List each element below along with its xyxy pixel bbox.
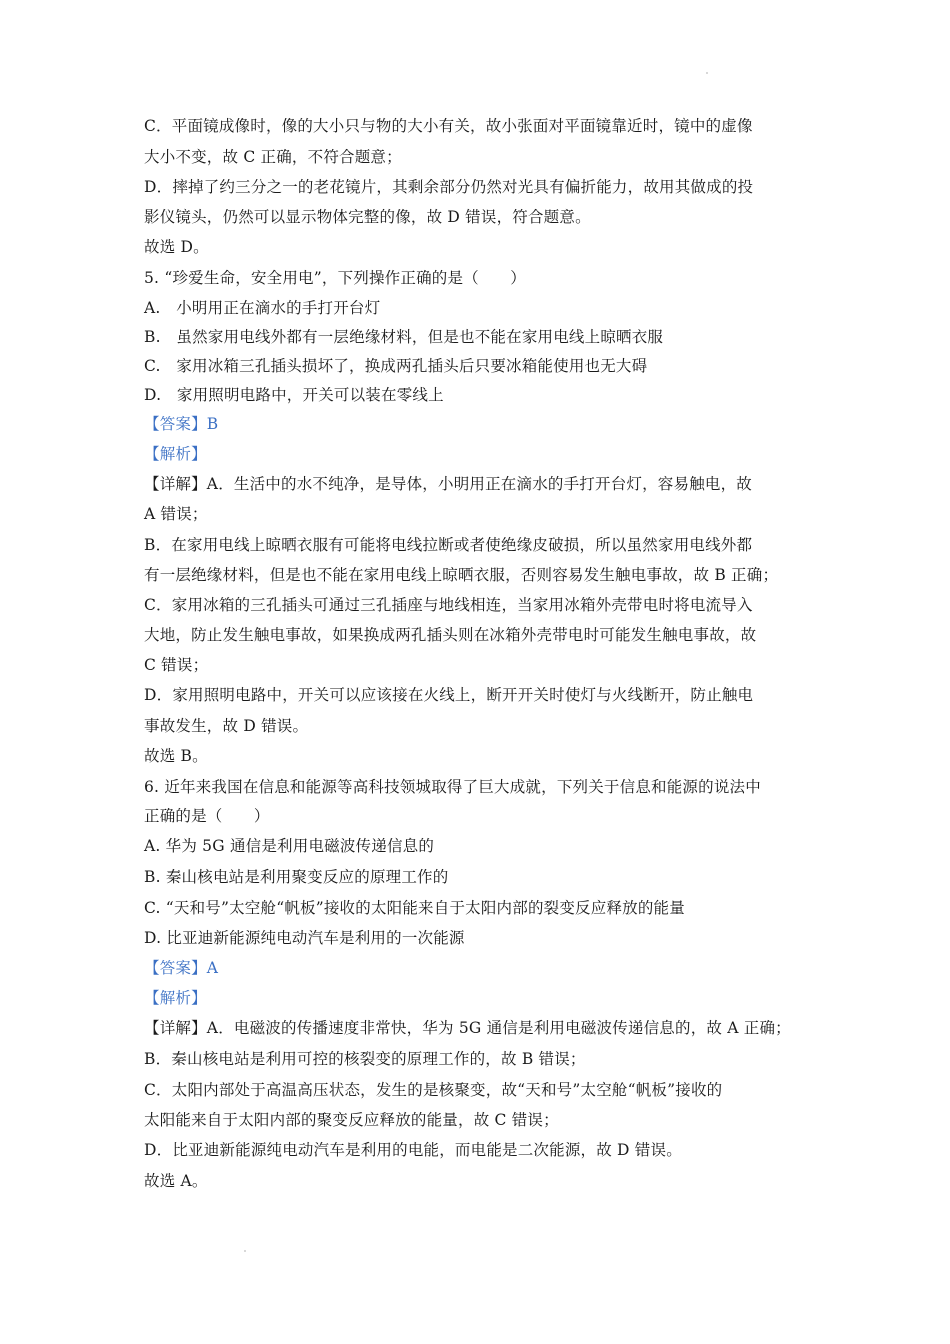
text-line: C．平面镜成像时，像的大小只与物的大小有关，故小张面对平面镜靠近时，镜中的虚像 xyxy=(144,117,753,135)
text-line: B．秦山核电站是利用可控的核裂变的原理工作的，故 B 错误； xyxy=(144,1050,586,1068)
text-line: 事故发生，故 D 错误。 xyxy=(144,717,309,735)
text-line: 大小不变，故 C 正确，不符合题意； xyxy=(144,148,402,166)
question-5-stem: 5. “珍爱生命，安全用电”，下列操作正确的是（ ） xyxy=(144,269,526,287)
text-line: C．太阳内部处于高温高压状态，发生的是核聚变，故“天和号”太空舱“帆板”接收的 xyxy=(144,1081,723,1099)
text-line: B．在家用电线上晾晒衣服有可能将电线拉断或者使绝缘皮破损，所以虽然家用电线外都 xyxy=(144,536,753,554)
question-5-option-b: B. 虽然家用电线外都有一层绝缘材料，但是也不能在家用电线上晾晒衣服 xyxy=(144,328,664,346)
question-6-option-a: A. 华为 5G 通信是利用电磁波传递信息的 xyxy=(144,837,435,855)
text-line: D．比亚迪新能源纯电动汽车是利用的电能，而电能是二次能源，故 D 错误。 xyxy=(144,1141,682,1159)
analysis-label: 【解析】 xyxy=(144,989,207,1007)
text-line: 太阳能来自于太阳内部的聚变反应释放的能量，故 C 错误； xyxy=(144,1111,559,1129)
text-line: D．家用照明电路中，开关可以应该接在火线上，断开开关时使灯与火线断开，防止触电 xyxy=(144,686,754,704)
text-line: 大地，防止发生触电事故，如果换成两孔插头则在冰箱外壳带电时可能发生触电事故，故 xyxy=(144,626,757,644)
question-5-option-d: D. 家用照明电路中，开关可以装在零线上 xyxy=(144,386,444,404)
question-6-stem: 6. 近年来我国在信息和能源等高科技领城取得了巨大成就，下列关于信息和能源的说法中 xyxy=(144,778,761,796)
text-line: 故选 D。 xyxy=(144,238,209,256)
text-line: 故选 A。 xyxy=(144,1172,208,1190)
scan-dot xyxy=(706,72,708,74)
answer-label: 【答案】B xyxy=(144,415,219,433)
text-line: D．摔掉了约三分之一的老花镜片，其剩余部分仍然对光具有偏折能力，故用其做成的投 xyxy=(144,178,754,196)
question-6-option-b: B. 秦山核电站是利用聚变反应的原理工作的 xyxy=(144,868,449,886)
question-6-option-d: D. 比亚迪新能源纯电动汽车是利用的一次能源 xyxy=(144,929,465,947)
text-line: 有一层绝缘材料，但是也不能在家用电线上晾晒衣服，否则容易发生触电事故，故 B 正确； xyxy=(144,566,779,584)
question-5-option-a: A. 小明用正在滴水的手打开台灯 xyxy=(144,299,381,317)
question-5-option-c: C. 家用冰箱三孔插头损坏了，换成两孔插头后只要冰箱能使用也无大碍 xyxy=(144,357,648,375)
text-line: C 错误； xyxy=(144,656,209,674)
answer-label: 【答案】A xyxy=(144,959,219,977)
text-line: 【详解】A．电磁波的传播速度非常快，华为 5G 通信是利用电磁波传递信息的，故 A 正确； xyxy=(144,1019,791,1037)
text-line: 【详解】A．生活中的水不纯净，是导体，小明用正在滴水的手打开台灯，容易触电，故 xyxy=(144,475,752,493)
text-line: C．家用冰箱的三孔插头可通过三孔插座与地线相连，当家用冰箱外壳带电时将电流导入 xyxy=(144,596,753,614)
question-6-option-c: C. “天和号”太空舱“帆板”接收的太阳能来自于太阳内部的裂变反应释放的能量 xyxy=(144,899,685,917)
text-line: 影仪镜头，仍然可以显示物体完整的像，故 D 错误，符合题意。 xyxy=(144,208,591,226)
text-line: 正确的是（ ） xyxy=(144,807,270,825)
scan-dot xyxy=(244,1250,246,1252)
analysis-label: 【解析】 xyxy=(144,445,207,463)
text-line: A 错误； xyxy=(144,505,208,523)
text-line: 故选 B。 xyxy=(144,747,208,765)
